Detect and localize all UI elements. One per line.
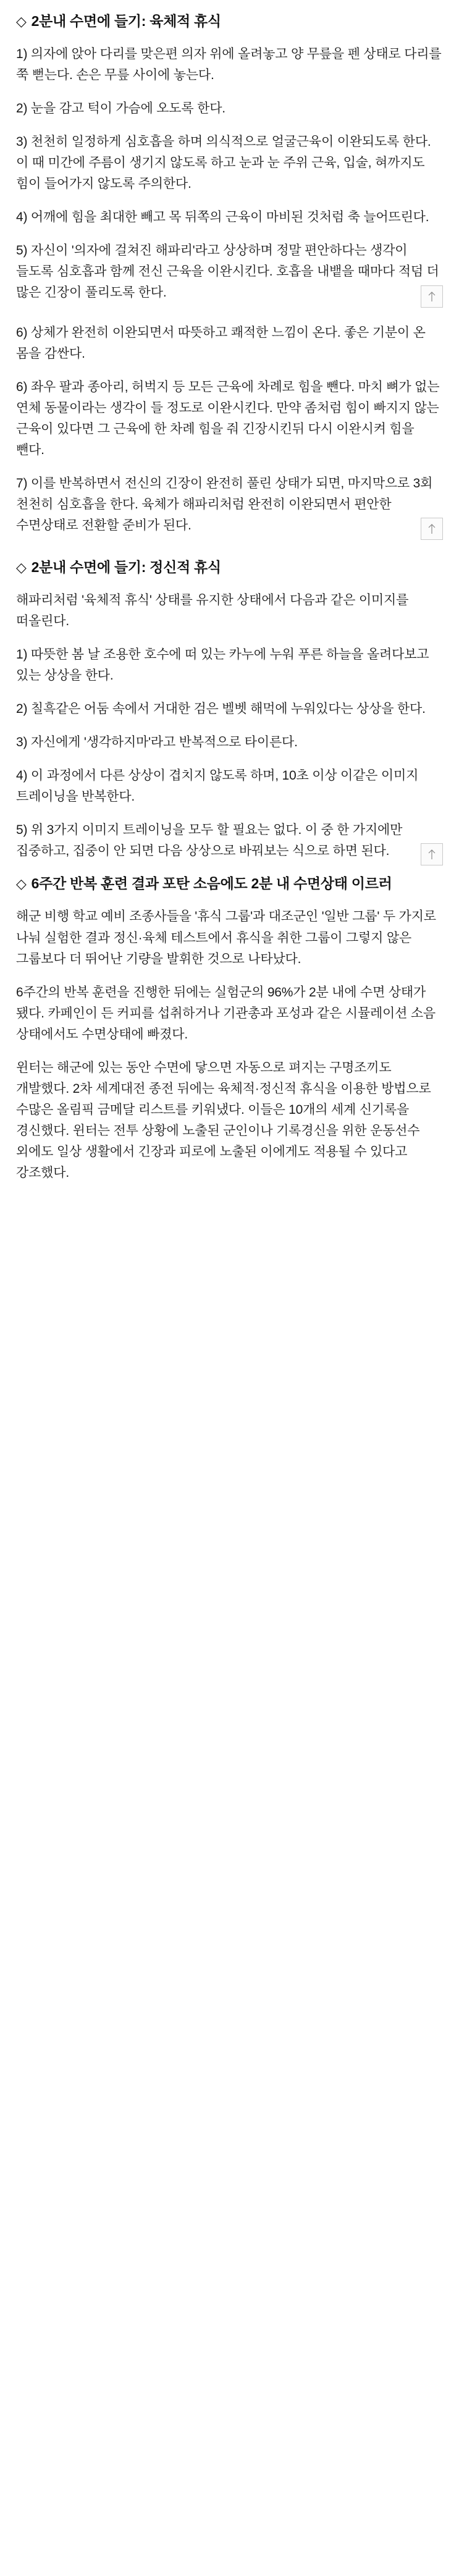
spacer [16,316,443,322]
paragraph: 2) 칠흑같은 어둠 속에서 거대한 검은 벨벳 해먹에 누워있다는 상상을 한다. [16,702,426,717]
paragraph: 3) 천천히 일정하게 심호흡을 하며 의식적으로 얼굴근육이 이완되도록 한다. 이 때 미간에 주름이 생기지 않도록 하고 눈과 눈 주위 근육, 입술, 혀까지도 힘이 들어가지 않도록 주의한다. [16,135,431,192]
heading-text: 2분내 수면에 들기: 정신적 휴식 [31,558,221,575]
paragraph-with-marker [16,473,443,536]
section-heading-training-result [16,873,443,894]
paragraph-with-marker [16,820,443,862]
paragraph: 1) 따뜻한 봄 날 조용한 호수에 떠 있는 카누에 누워 푸른 하늘을 올려다보고 있는 상상을 한다. [16,647,429,683]
paragraph: 6) 좌우 팔과 종아리, 허벅지 등 모든 근육에 차례로 힘을 뺀다. 마치 뼈가 없는 연체 동물이라는 생각이 들 정도로 이완시킨다. 만약 좀처럼 힘이 빠지지 않는 근육이 있다면 그 근육에 한 차례 힘을 줘 긴장시킨뒤 다시 이완시켜 힘을 뺀다. [16,379,440,457]
paragraph: 해파리처럼 '육체적 휴식' 상태를 유지한 상태에서 다음과 같은 이미지를 떠올린다. [16,592,409,628]
paragraph: 5) 자신이 '의자에 걸쳐진 해파리'라고 상상하며 정말 편안하다는 생각이 들도록 심호흡과 함께 전신 근육을 이완시킨다. 호흡을 내뱉을 때마다 적덤 더 많은 긴장이 풀리도록 한다. [16,243,439,300]
paragraph: 6) 상체가 완전히 이완되면서 따뜻하고 쾌적한 느낌이 온다. 좋은 기분이 온 몸을 감싼다. [16,325,426,361]
arrow-up-icon[interactable] [421,843,443,865]
paragraph: 1) 의자에 앉아 다리를 맞은편 의자 위에 올려놓고 양 무릎을 펜 상태로 다리를 쭉 뻗는다. 손은 무릎 사이에 놓는다. [16,47,442,83]
document-page [0,0,459,1221]
paragraph: 5) 위 3가지 이미지 트레이닝을 모두 할 필요는 없다. 이 중 한 가지에만 집중하고, 집중이 안 되면 다음 상상으로 바꿔보는 식으로 하면 된다. [16,823,403,859]
heading-text: 6주간 반복 훈련 결과 포탄 소음에도 2분 내 수면상태 이르러 [31,875,392,892]
diamond-bullet-icon: ◇ [16,876,27,892]
section-training-result [16,873,443,1184]
paragraph: 4) 어깨에 힘을 최대한 빼고 목 뒤쪽의 근육이 마비된 것처럼 축 늘어뜨린다. [16,210,429,225]
section-physical-rest [16,11,443,536]
section-heading-physical-rest [16,11,443,32]
paragraph: 7) 이를 반복하면서 전신의 긴장이 완전히 풀린 상태가 되면, 마지막으로 3회 천천히 심호흡을 한다. 육체가 해파리처럼 완전히 이완되면서 편안한 수면상태로 전환할 준비가 된다. [16,476,433,532]
paragraph: 해군 비행 학교 예비 조종사들을 '휴식 그룹'과 대조군인 '일반 그룹' 두 가지로 나눠 실험한 결과 정신·육체 테스트에서 휴식을 취한 그룹이 그렇지 않은 그룹보다 더 뛰어난 기량을 발휘한 것으로 나타났다. [16,909,436,966]
diamond-bullet-icon: ◇ [16,14,27,29]
diamond-bullet-icon: ◇ [16,559,27,575]
paragraph-with-marker [16,240,443,303]
section-mental-rest [16,557,443,862]
heading-text: 2분내 수면에 들기: 육체적 휴식 [31,13,221,29]
arrow-up-icon[interactable] [421,518,443,540]
paragraph: 2) 눈을 감고 턱이 가슴에 오도록 한다. [16,101,225,116]
paragraph: 3) 자신에게 '생각하지마'라고 반복적으로 타이른다. [16,735,298,750]
paragraph: 윈터는 해군에 있는 동안 수면에 닿으면 자동으로 펴지는 구명조끼도 개발했다. 2차 세계대전 종전 뒤에는 육체적·정신적 휴식을 이용한 방법으로 수많은 올림픽 금메달 리스트를 키워냈다. 이들은 10개의 세계 신기록을 경신했다. 윈터는 전투 상황에 노출된 군인이나 기록경신을 위한 운동선수 외에도 일상 생활에서 긴장과 피로에 노출된 이에게도 적용될 수 있다고 강조했다. [16,1060,431,1180]
paragraph: 4) 이 과정에서 다른 상상이 겹치지 않도록 하며, 10초 이상 이같은 이미지 트레이닝을 반복한다. [16,768,419,804]
paragraph: 6주간의 반복 훈련을 진행한 뒤에는 실험군의 96%가 2분 내에 수면 상태가 됐다. 카페인이 든 커피를 섭취하거나 기관총과 포성과 같은 시뮬레이션 소음 상태에서도 수면상태에 빠졌다. [16,985,436,1042]
section-heading-mental-rest [16,557,443,578]
arrow-up-icon[interactable] [421,285,443,308]
